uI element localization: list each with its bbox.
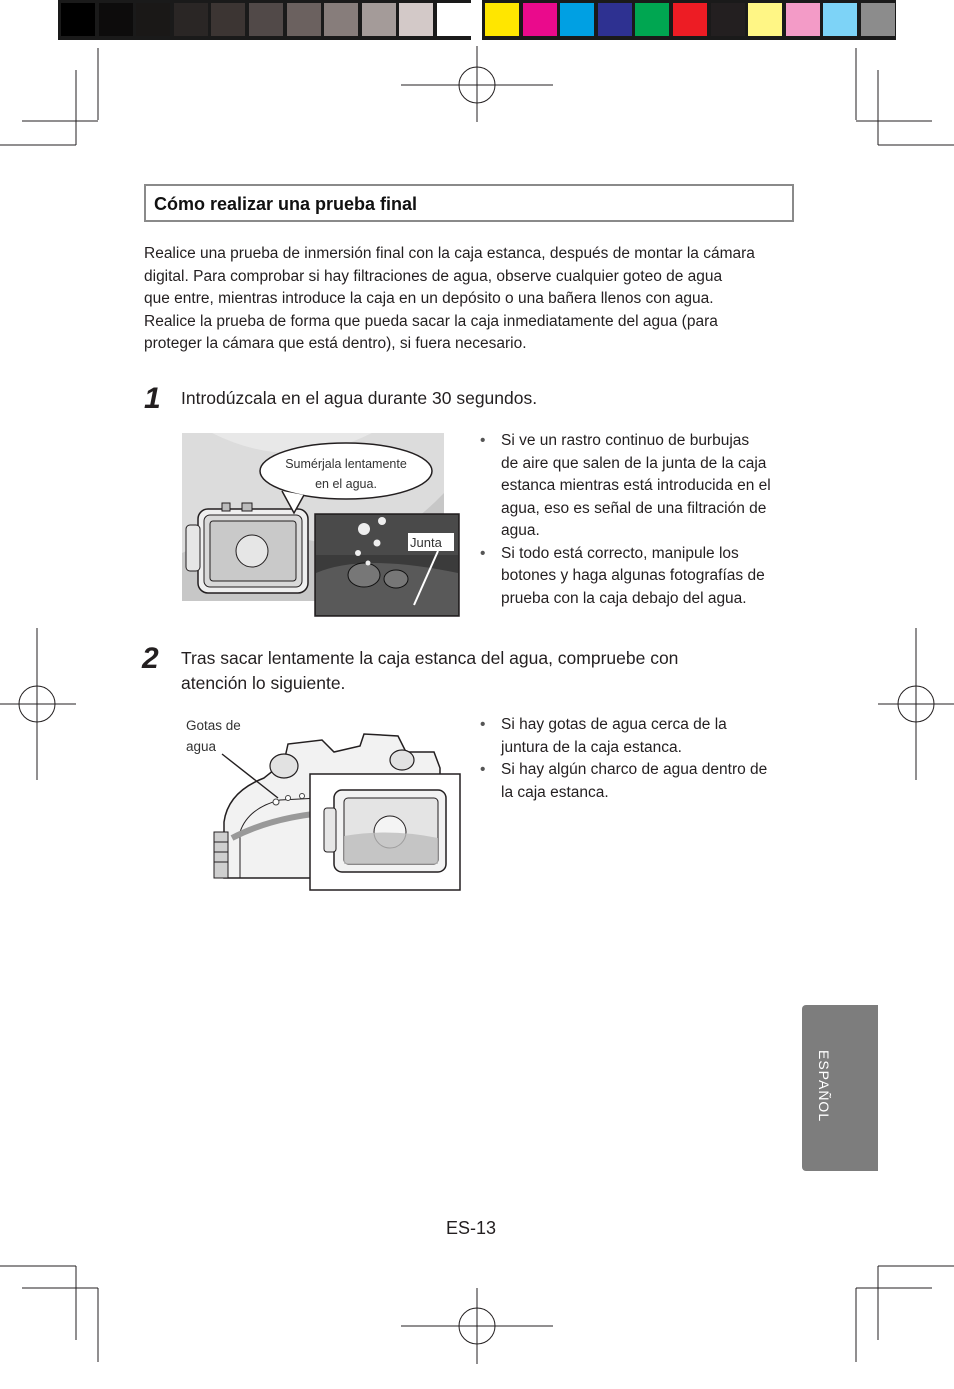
list-item: • Si hay gotas de agua cerca de la juntura de la caja estanca. bbox=[477, 714, 797, 759]
step-2-text: Tras sacar lentamente la caja estanca del agua, compruebe con atención lo siguiente. bbox=[181, 648, 679, 693]
gray-swatch bbox=[287, 3, 321, 36]
gray-swatch bbox=[324, 3, 358, 36]
page-number: ES-13 bbox=[446, 1218, 497, 1238]
intro-line: digital. Para comprobar si hay filtraciones de agua, observe cualquier goteo de agua bbox=[144, 267, 723, 285]
intro-line: Realice una prueba de inmersión final con la caja estanca, después de montar la cámara bbox=[144, 245, 755, 262]
language-side-tab bbox=[802, 1005, 878, 1171]
list-item: • Si todo está correcto, manipule los botones y haga algunas fotografías de prueba con la caja debajo del agua. bbox=[477, 543, 797, 611]
section-title: Cómo realizar una prueba final bbox=[154, 194, 418, 214]
water-drops-label: Gotas de agua bbox=[186, 718, 241, 754]
color-swatch bbox=[523, 3, 557, 36]
color-swatch bbox=[786, 3, 820, 36]
gray-swatch bbox=[437, 3, 471, 36]
step-1-bullets bbox=[477, 430, 797, 610]
gray-swatch bbox=[362, 3, 396, 36]
color-swatch bbox=[861, 3, 895, 36]
color-swatch bbox=[560, 3, 594, 36]
callout-line: en el agua. bbox=[315, 477, 377, 491]
color-swatch bbox=[711, 3, 745, 36]
gray-swatch bbox=[249, 3, 283, 36]
color-calibration-bar bbox=[58, 0, 896, 40]
step-2-number: 2 bbox=[142, 642, 159, 675]
intro-line: que entre, mientras introduce la caja en un depósito o una bañera llenos con agua. bbox=[144, 290, 714, 307]
junta-label: Junta bbox=[410, 535, 442, 550]
step-1-text: Introdúzcala en el agua durante 30 segundos. bbox=[181, 388, 538, 408]
language-tab-label: ESPAÑOL bbox=[816, 1050, 832, 1123]
gray-swatch bbox=[136, 3, 170, 36]
intro-line: Realice la prueba de forma que pueda sacar la caja inmediatamente del agua (para bbox=[144, 312, 718, 330]
gray-swatch bbox=[211, 3, 245, 36]
color-swatch bbox=[748, 3, 782, 36]
intro-line: proteger la cámara que está dentro), si fuera necesario. bbox=[144, 335, 527, 352]
section-heading-box bbox=[144, 184, 794, 222]
color-swatch bbox=[823, 3, 857, 36]
list-item: • Si hay algún charco de agua dentro de la caja estanca. bbox=[477, 759, 797, 804]
intro-paragraph bbox=[144, 243, 804, 356]
color-swatch bbox=[598, 3, 632, 36]
list-item: • Si ve un rastro continuo de burbujas de aire que salen de la junta de la caja estanca mientras está introducida en el agua, eso es señal de una filtración de agua. bbox=[477, 430, 797, 543]
callout-line: Sumérjala lentamente bbox=[285, 457, 407, 471]
color-swatch bbox=[485, 3, 519, 36]
color-swatch bbox=[673, 3, 707, 36]
submerge-callout-text bbox=[270, 454, 422, 494]
gray-swatch bbox=[61, 3, 95, 36]
gray-swatch bbox=[99, 3, 133, 36]
gray-swatch bbox=[399, 3, 433, 36]
step-2-illustration bbox=[184, 712, 464, 892]
step-1-illustration bbox=[182, 433, 460, 617]
step-2-bullets bbox=[477, 714, 797, 804]
color-swatch bbox=[635, 3, 669, 36]
step-1-number: 1 bbox=[144, 382, 161, 415]
gray-swatch bbox=[174, 3, 208, 36]
